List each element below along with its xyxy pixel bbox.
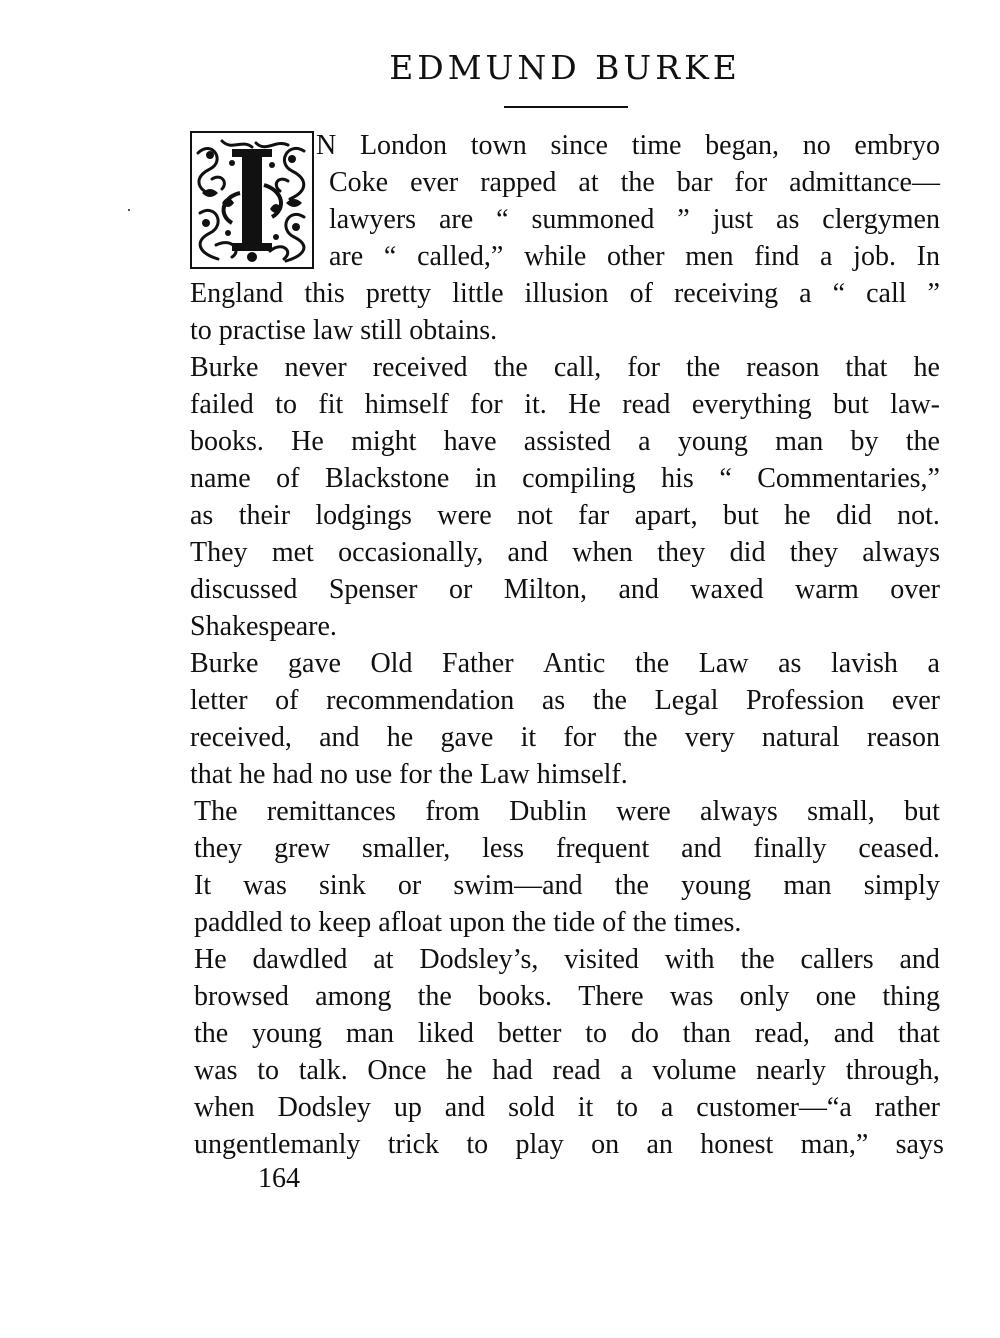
- text-line: It was sink or swim—and the young man simply: [194, 870, 940, 901]
- text-line: as their lodgings were not far apart, but he did not.: [190, 500, 940, 531]
- text-line: They met occasionally, and when they did they always: [190, 537, 940, 568]
- text-line: The remittances from Dublin were always small, but: [194, 796, 940, 827]
- text-line: that he had no use for the Law himself.: [190, 759, 628, 790]
- text-line: paddled to keep afloat upon the tide of the times.: [194, 907, 742, 938]
- text-line: Burke never received the call, for the reason that he: [190, 352, 940, 383]
- title-rule: [504, 106, 628, 108]
- text-line: are “ called,” while other men find a job. In: [329, 241, 940, 272]
- decorative-initial-i-icon: [192, 133, 312, 267]
- text-line: books. He might have assisted a young man by the: [190, 426, 940, 457]
- text-line: to practise law still obtains.: [190, 315, 498, 346]
- page-title: EDMUND BURKE: [389, 48, 741, 87]
- text-line: He dawdled at Dodsley’s, visited with the callers and: [194, 944, 940, 975]
- ornamental-initial: [190, 131, 314, 269]
- text-line: Coke ever rapped at the bar for admittance—: [329, 167, 940, 198]
- text-line: Burke gave Old Father Antic the Law as lavish a: [190, 648, 940, 679]
- print-speck: [128, 209, 130, 211]
- text-line: received, and he gave it for the very natural reason: [190, 722, 940, 753]
- text-line: letter of recommendation as the Legal Profession ever: [190, 685, 940, 716]
- text-line: Shakespeare.: [190, 611, 337, 642]
- text-line: browsed among the books. There was only one thing: [194, 981, 940, 1012]
- text-line: they grew smaller, less frequent and finally ceased.: [194, 833, 940, 864]
- page-number: 164: [258, 1163, 300, 1194]
- text-line: the young man liked better to do than read, and that: [194, 1018, 940, 1049]
- text-line: when Dodsley up and sold it to a customer—“a rather: [194, 1092, 940, 1123]
- text-line: N London town since time began, no embryo: [316, 130, 940, 161]
- text-line: discussed Spenser or Milton, and waxed warm over: [190, 574, 940, 605]
- text-line: lawyers are “ summoned ” just as clergymen: [329, 204, 940, 235]
- text-line: ungentlemanly trick to play on an honest man,” says: [194, 1129, 944, 1160]
- text-line: name of Blackstone in compiling his “ Commentaries,”: [190, 463, 940, 494]
- text-line: failed to fit himself for it. He read everything but law-: [190, 389, 940, 420]
- text-line: England this pretty little illusion of receiving a “ call ”: [190, 278, 940, 309]
- text-line: was to talk. Once he had read a volume nearly through,: [194, 1055, 940, 1086]
